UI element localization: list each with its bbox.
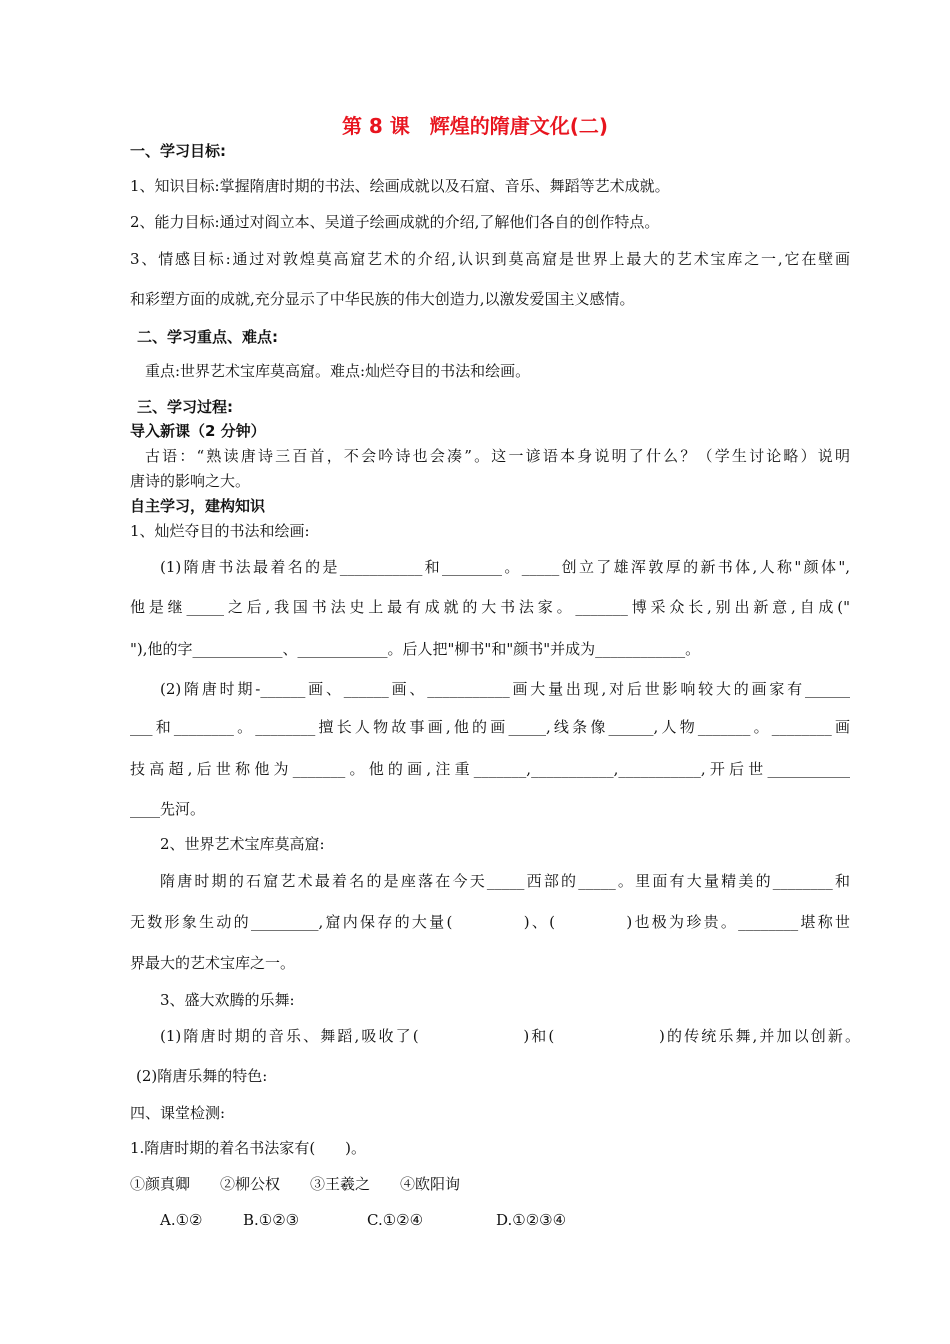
mogao-line1: 隋唐时期的石窟艺术最着名的是座落在今天_____西部的_____。里面有大量精美的________和: [160, 872, 850, 890]
page-title: 第 8 课 辉煌的隋唐文化(二): [341, 114, 609, 138]
painting-line3: 技高超,后世称他为_______。他的画,注重_______,___________,___________,开后世___________: [130, 760, 850, 778]
objective-ability: 2、能力目标:通过对阎立本、吴道子绘画成就的介绍,了解他们各自的创作特点。: [130, 213, 660, 231]
choice-c: C.①②④: [367, 1211, 424, 1229]
section-heading-objectives: 一、学习目标:: [130, 142, 226, 160]
calligraphy-line2: 他是继_____之后,我国书法史上最有成就的大书法家。_______博采众长,别出新意,自成(": [130, 598, 850, 616]
choice-d: D.①②③④: [496, 1211, 567, 1229]
subheading-self-study: 自主学习，建构知识: [130, 497, 266, 515]
subheading-intro: 导入新课（2 分钟）: [130, 422, 266, 440]
objective-knowledge: 1、知识目标:掌握隋唐时期的书法、绘画成就以及石窟、音乐、舞蹈等艺术成就。: [130, 177, 670, 195]
section-heading-key-points: 二、学习重点、难点:: [137, 328, 278, 346]
calligraphy-line1: (1)隋唐书法最着名的是___________和________。_____创立了雄浑敦厚的新书体,人称"颜体",: [160, 558, 850, 576]
intro-paragraph-line2: 唐诗的影响之大。: [130, 472, 251, 490]
section-heading-classroom-test: 四、课堂检测:: [130, 1104, 226, 1122]
question-heading-calligraphy-painting: 1、灿烂夺目的书法和绘画:: [130, 522, 310, 540]
question-heading-music-dance: 3、盛大欢腾的乐舞:: [160, 991, 295, 1009]
intro-paragraph-line1: 古语：“熟读唐诗三百首，不会吟诗也会凑”。这一谚语本身说明了什么？（学生讨论略）说明: [145, 447, 850, 465]
music-dance-line1: (1)隋唐时期的音乐、舞蹈,吸收了( )和( )的传统乐舞,并加以创新。: [160, 1027, 860, 1045]
music-dance-line2: (2)隋唐乐舞的特色:: [136, 1067, 268, 1085]
mogao-line2: 无数形象生动的_________,窟内保存的大量( )、( )也极为珍贵。________堪称世: [130, 913, 850, 931]
key-points-text: 重点:世界艺术宝库莫高窟。难点:灿烂夺目的书法和绘画。: [145, 362, 531, 380]
calligraphy-line3: "),他的字____________、____________。后人把"柳书"和"颜书"并成为____________。: [130, 640, 701, 658]
mogao-line3: 界最大的艺术宝库之一。: [130, 954, 296, 972]
question-heading-mogao: 2、世界艺术宝库莫高窟:: [160, 835, 325, 853]
objective-emotion-line2: 和彩塑方面的成就,充分显示了中华民族的伟大创造力,以激发爱国主义感情。: [130, 290, 635, 308]
objective-emotion-line1: 3、情感目标:通过对敦煌莫高窟艺术的介绍,认识到莫高窟是世界上最大的艺术宝库之一,它在壁画: [130, 250, 850, 268]
painting-line2: ___和________。________擅长人物故事画,他的画_____,线条像______,人物_______。________画: [130, 718, 850, 736]
test-question-1: 1.隋唐时期的着名书法家有( )。: [130, 1139, 367, 1157]
section-heading-process: 三、学习过程:: [137, 398, 233, 416]
choice-b: B.①②③: [243, 1211, 300, 1229]
painting-line4: ____先河。: [130, 800, 206, 818]
painting-line1: (2)隋唐时期-______画、______画、___________画大量出现,对后世影响较大的画家有______: [160, 680, 850, 698]
test-question-1-items: ①颜真卿 ②柳公权 ③王羲之 ④欧阳询: [130, 1175, 461, 1193]
choice-a: A.①②: [160, 1211, 203, 1229]
